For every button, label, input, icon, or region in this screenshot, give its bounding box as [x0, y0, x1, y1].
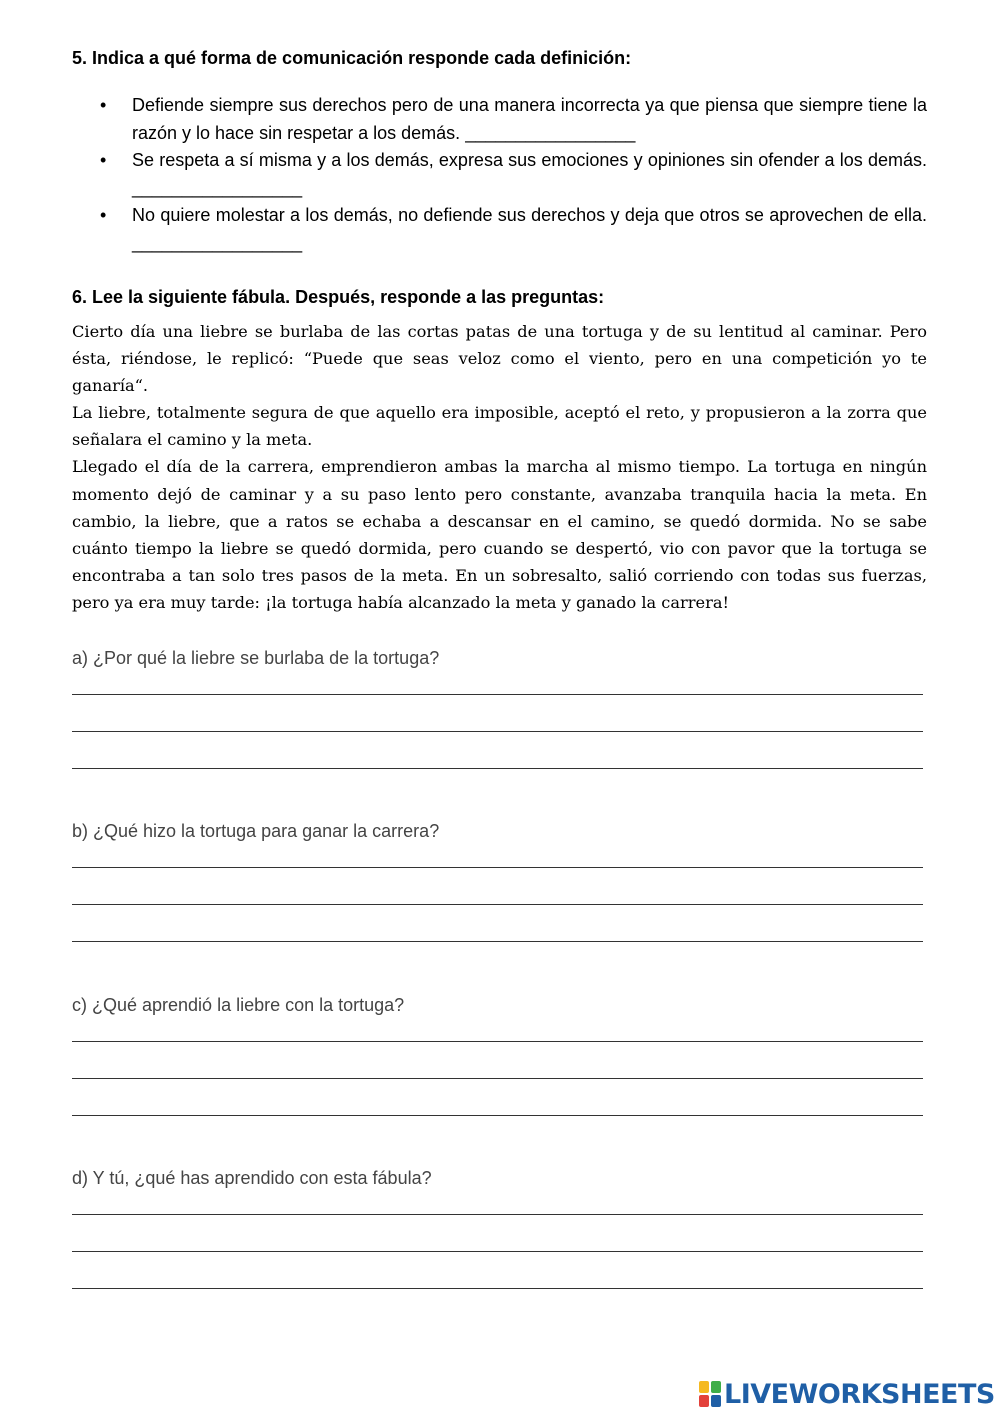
answer-line-b3[interactable]: [72, 941, 923, 942]
question-a: a) ¿Por qué la liebre se burlaba de la tortuga?: [72, 648, 440, 668]
bullet-icon: •: [100, 205, 107, 225]
fable-paragraph: Llegado el día de la carrera, emprendieron ambas la marcha al mismo tiempo. La tortuga en ningún momento dejó de caminar y a su paso lento pero constante, avanzaba tranquila hacia la meta. En cambio, la liebre, que a ratos se echaba a descansar en el camino, se quedó dormida. No se sabe cuánto tiempo la liebre se quedó dormida, pero cuando se despertó, vio con pavor que la tortuga se encontraba a tan solo tres pasos de la meta. En un sobresalto, salió corriendo con todas sus fuerzas, pero ya era muy tarde: ¡la tortuga había alcanzado la meta y ganado la carrera!: [72, 457, 927, 612]
logo-text: LIVEWORKSHEETS: [724, 1378, 995, 1410]
definition-text: No quiere molestar a los demás, no defiende sus derechos y deja que otros se aprovechen de ella.: [132, 205, 927, 225]
answer-line-b1[interactable]: [72, 867, 923, 868]
answer-line-c3[interactable]: [72, 1115, 923, 1116]
bullet-icon: •: [100, 150, 107, 170]
definition-item: [72, 202, 927, 257]
answer-line-b2[interactable]: [72, 904, 923, 905]
answer-line-c2[interactable]: [72, 1078, 923, 1079]
definition-text: Se respeta a sí misma y a los demás, expresa sus emociones y opiniones sin ofender a los demás.: [132, 150, 927, 170]
answer-line-a2[interactable]: [72, 731, 923, 732]
answer-line-c1[interactable]: [72, 1041, 923, 1042]
question-c: c) ¿Qué aprendió la liebre con la tortuga?: [72, 995, 405, 1015]
question-d: d) Y tú, ¿qué has aprendido con esta fábula?: [72, 1168, 432, 1188]
liveworksheets-logo: [698, 1378, 995, 1410]
definition-text: Defiende siempre sus derechos pero de una manera incorrecta ya que piensa que siempre tiene la razón y lo hace sin respetar a los demás.: [132, 95, 927, 143]
answer-line-a1[interactable]: [72, 694, 923, 695]
logo-blocks-icon: [698, 1380, 722, 1408]
answer-line-d1[interactable]: [72, 1214, 923, 1215]
answer-blank[interactable]: _________________: [132, 232, 303, 253]
answer-blank[interactable]: _________________: [132, 177, 303, 198]
answer-line-a3[interactable]: [72, 768, 923, 769]
answer-line-d3[interactable]: [72, 1288, 923, 1289]
section-6-title: 6. Lee la siguiente fábula. Después, responde a las preguntas:: [72, 287, 605, 307]
fable-paragraph: Cierto día una liebre se burlaba de las cortas patas de una tortuga y de su lentitud al caminar. Pero ésta, riéndose, le replicó: “Puede que seas veloz como el viento, pero en una competición yo te ganaría“.: [72, 322, 927, 396]
fable-paragraph: La liebre, totalmente segura de que aquello era imposible, aceptó el reto, y propusieron a la zorra que señalara el camino y la meta.: [72, 403, 927, 450]
bullet-icon: •: [100, 95, 107, 115]
answer-blank[interactable]: _________________: [465, 122, 636, 143]
fable-text: [72, 318, 927, 616]
definition-item: [72, 92, 927, 147]
answer-line-d2[interactable]: [72, 1251, 923, 1252]
definitions-list: [72, 92, 927, 257]
question-b: b) ¿Qué hizo la tortuga para ganar la carrera?: [72, 821, 440, 841]
section-5-title: 5. Indica a qué forma de comunicación responde cada definición:: [72, 48, 632, 68]
definition-item: [72, 147, 927, 202]
